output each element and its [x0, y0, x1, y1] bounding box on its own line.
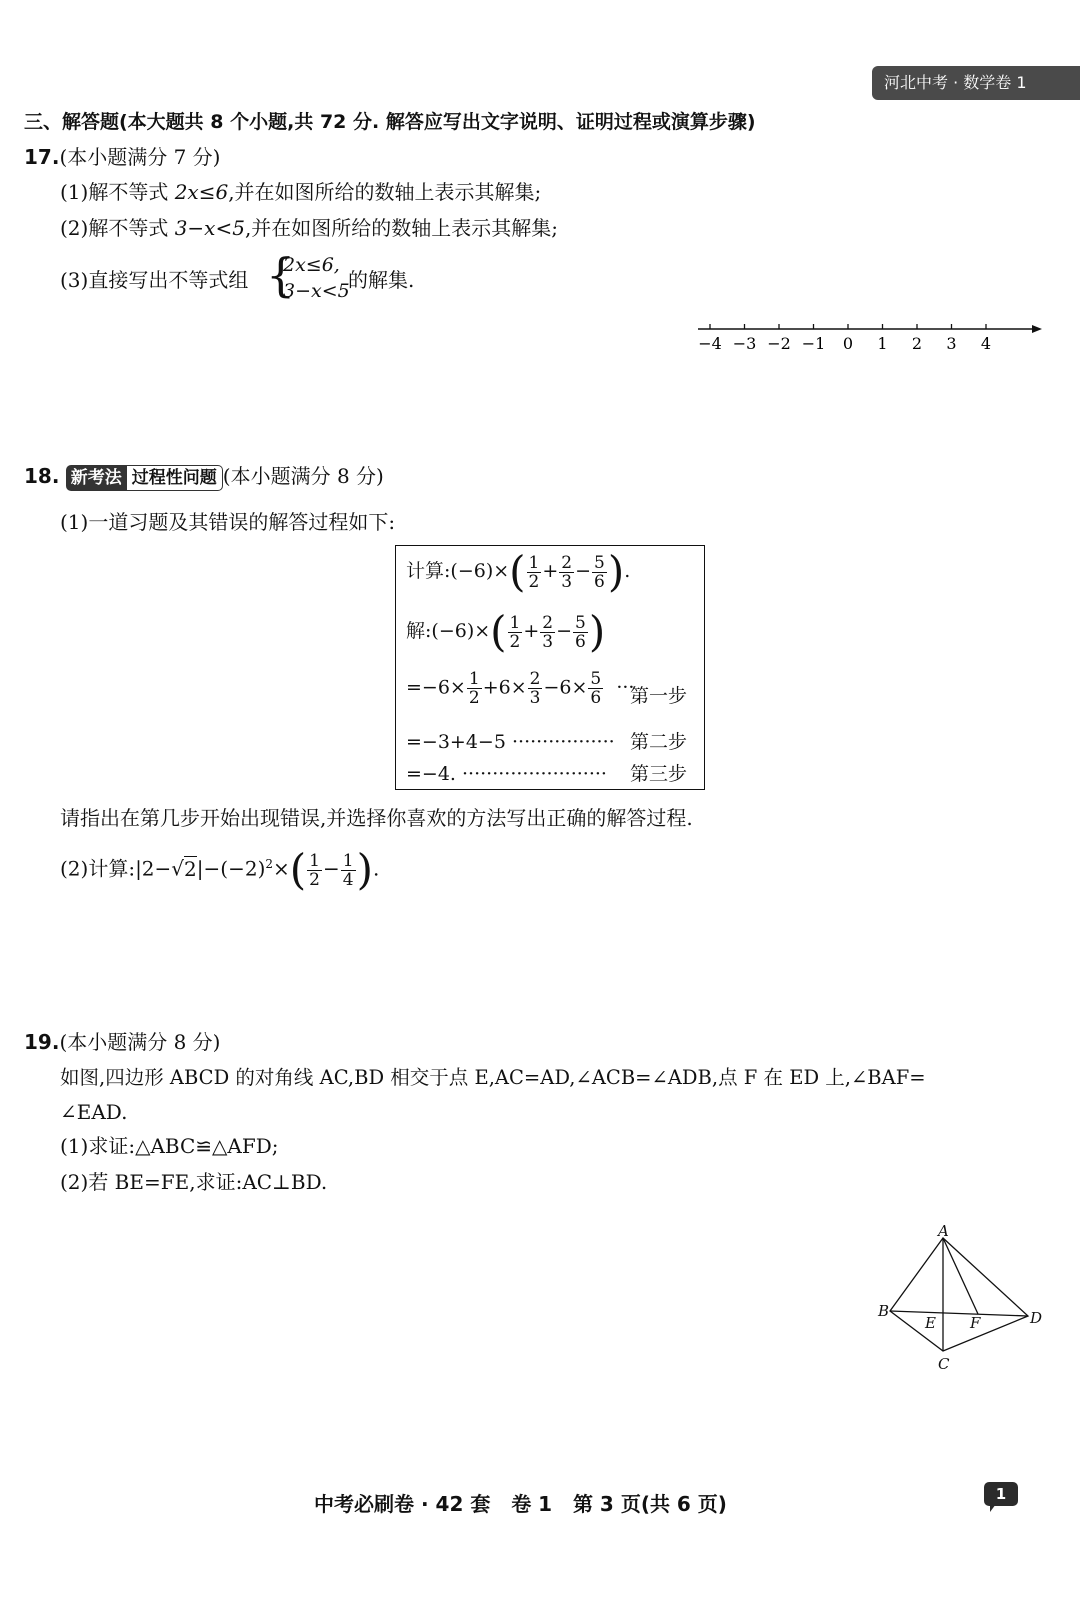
label-a: A	[938, 1222, 949, 1240]
sol-label: 解:(−6)×	[406, 620, 491, 642]
q17-number: 17.	[24, 145, 60, 169]
q19-part1: (1)求证:△ABC≌△AFD;	[60, 1134, 279, 1158]
solution-line: 解:(−6)×( $\frac{1}{2}$ + $\frac{2}{3}$ − $\frac{5}{6}$ )	[406, 607, 606, 656]
label-d: D	[1030, 1309, 1043, 1327]
number-line-label: −3	[732, 334, 757, 353]
step2-line: =−3+4−5 ·················	[406, 731, 615, 753]
q18-ask: 请指出在第几步开始出现错误,并选择你喜欢的方法写出正确的解答过程.	[60, 806, 693, 830]
q17-system	[283, 252, 350, 304]
q19-part2: (2)若 BE=FE,求证:AC⊥BD.	[60, 1170, 328, 1194]
solution-box	[395, 545, 705, 790]
number-line-arrow	[1032, 325, 1042, 333]
q17-score: (本小题满分 7 分)	[59, 145, 221, 169]
section-title: 三、解答题(本大题共 8 个小题,共 72 分. 解答应写出文字说明、证明过程或演算步骤)	[24, 111, 756, 133]
header-tab: 河北中考 · 数学卷 1	[872, 66, 1080, 100]
q19-line1: 如图,四边形 ABCD 的对角线 AC,BD 相交于点 E,AC=AD,∠ACB=∠ADB,点 F 在 ED 上,∠BAF=	[60, 1066, 926, 1089]
q19-line2: ∠EAD.	[60, 1100, 128, 1124]
q19-header	[24, 1028, 220, 1056]
q17-part3	[60, 266, 248, 294]
diagonal-bd	[890, 1311, 1028, 1316]
q17-p3-pre: (3)直接写出不等式组	[60, 268, 249, 292]
number-line-label: 0	[842, 334, 854, 353]
process-question-badge: 过程性问题	[127, 465, 223, 491]
q17-p3-post: 的解集.	[348, 268, 415, 292]
label-c: C	[938, 1355, 950, 1373]
q17-p1-post: ,并在如图所给的数轴上表示其解集;	[228, 180, 542, 204]
number-line-label: 4	[980, 334, 992, 353]
q17-part2	[60, 214, 558, 242]
footer-text: 中考必刷卷 · 42 套 卷 1 第 3 页(共 6 页)	[314, 1492, 727, 1516]
number-line-label: 1	[877, 334, 888, 353]
q18-header	[24, 462, 384, 491]
q18-score: (本小题满分 8 分)	[222, 464, 384, 488]
label-f: F	[970, 1314, 981, 1332]
step1-line: =−6× $\frac{1}{2}$ +6× $\frac{2}{3}$ −6× $\frac{5}{6}$ ···	[406, 669, 635, 708]
q17-part1	[60, 178, 541, 206]
number-line-label: −1	[801, 334, 826, 353]
quadrilateral-figure	[878, 1222, 1050, 1388]
q17-system-row1: 2x≤6,	[283, 254, 340, 276]
q19-score: (本小题满分 8 分)	[59, 1030, 221, 1054]
q17-p2-post: ,并在如图所给的数轴上表示其解集;	[244, 216, 559, 240]
number-line-label: −2	[767, 334, 791, 353]
q17-p1-pre: (1)解不等式	[60, 180, 175, 204]
step2-label: 第二步	[630, 731, 688, 753]
q17-p1-expr: 2x≤6	[174, 180, 229, 204]
segment-af	[943, 1238, 978, 1314]
q18-part2: (2)计算$:|2-√2|-(-2)^2\times$( $\frac{1}{2}$ − $\frac{1}{4}$ ).	[60, 845, 380, 895]
step3-line: =−4. ························	[406, 763, 607, 785]
q18-part1: (1)一道习题及其错误的解答过程如下:	[60, 510, 396, 534]
q17-p2-expr: 3−x<5	[174, 216, 245, 240]
q17-header	[24, 143, 220, 171]
calc-label: 计算:(−6)×	[406, 560, 510, 582]
system-brace: {	[266, 248, 296, 302]
calc-line: 计算:(−6)×( $\frac{1}{2}$ + $\frac{2}{3}$ − $\frac{5}{6}$ ).	[406, 547, 631, 596]
step3-label: 第三步	[630, 763, 688, 785]
quad-outline	[890, 1238, 1028, 1351]
step1-label: 第一步	[630, 685, 688, 707]
q19-number: 19.	[24, 1030, 60, 1054]
page-badge-tail	[990, 1504, 996, 1512]
number-line-label: −4	[698, 334, 722, 353]
label-e: E	[925, 1314, 936, 1332]
q17-p2-pre: (2)解不等式	[60, 216, 175, 240]
q17-system-row2: 3−x<5	[283, 280, 350, 302]
q18-number: 18.	[24, 464, 60, 488]
label-b: B	[878, 1302, 890, 1320]
number-line-label: 3	[946, 334, 957, 353]
number-line	[690, 315, 1050, 360]
page-badge-icon: 1	[984, 1482, 1018, 1506]
number-line-label: 2	[911, 334, 923, 353]
new-exam-badge: 新考法	[66, 465, 127, 491]
